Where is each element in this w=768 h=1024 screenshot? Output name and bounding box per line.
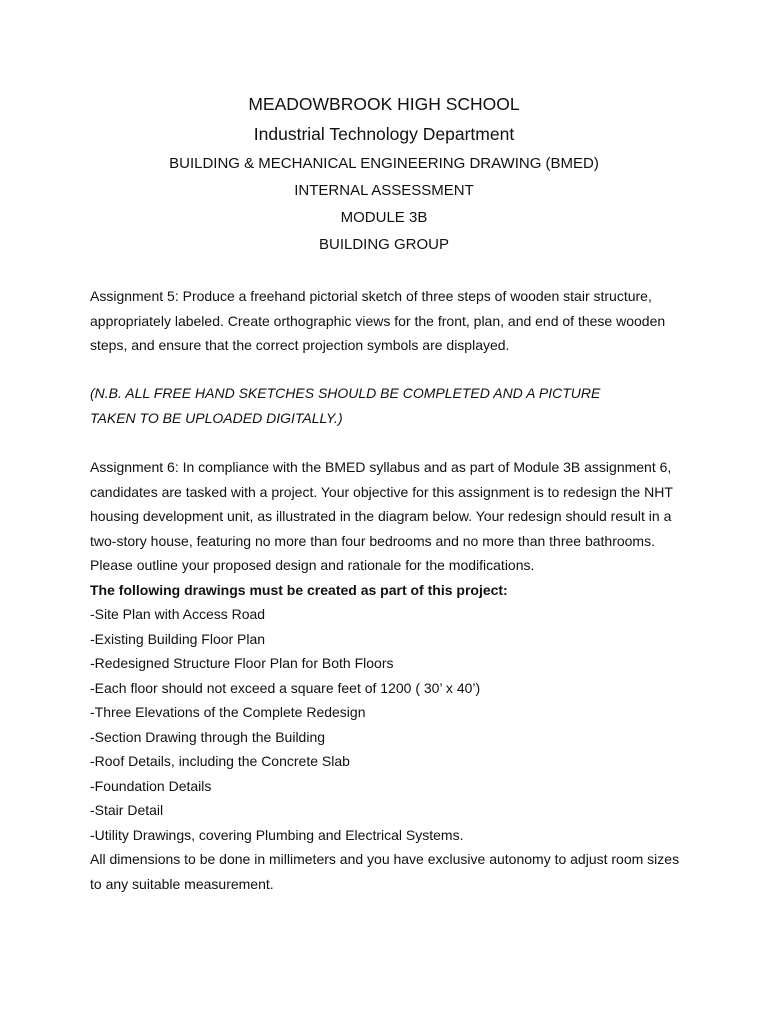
drawing-list-item: -Section Drawing through the Building	[90, 728, 326, 745]
assignment-6-line: candidates are tasked with a project. Your objective for this assignment is to redesign the NHT	[90, 483, 673, 500]
school-name: MEADOWBROOK HIGH SCHOOL	[248, 94, 520, 114]
assignment-6-line: Assignment 6: In compliance with the BMED syllabus and as part of Module 3B assignment 6,	[90, 459, 672, 475]
note-paragraph	[90, 381, 690, 430]
note-line: (N.B. ALL FREE HAND SKETCHES SHOULD BE COMPLETED AND A PICTURE	[90, 385, 601, 401]
department-name: Industrial Technology Department	[253, 124, 515, 144]
note-line: TAKEN TO BE UPLOADED DIGITALLY.)	[90, 409, 343, 426]
assignment-6-line: Please outline your proposed design and rationale for the modifications.	[90, 557, 535, 573]
drawing-list-item: -Foundation Details	[90, 777, 212, 794]
drawing-list-item: -Utility Drawings, covering Plumbing and Electrical Systems.	[90, 826, 464, 843]
assignment-5-paragraph	[90, 284, 690, 358]
assignment-5-line: appropriately labeled. Create orthographic views for the front, plan, and end of these wooden	[90, 312, 666, 329]
drawing-list-item: -Redesigned Structure Floor Plan for Both Floors	[90, 655, 394, 671]
drawing-list-item: -Existing Building Floor Plan	[90, 630, 266, 647]
closing-line: to any suitable measurement.	[90, 875, 274, 892]
assignment-6-section	[90, 455, 690, 896]
assessment-title: INTERNAL ASSESSMENT	[294, 182, 474, 199]
assignment-6-line: two-story house, featuring no more than four bedrooms and no more than three bathrooms.	[90, 532, 655, 549]
drawing-list-item: -Roof Details, including the Concrete Slab	[90, 753, 350, 769]
drawing-list-item: -Site Plan with Access Road	[90, 606, 266, 622]
group-title: BUILDING GROUP	[318, 236, 450, 253]
drawing-list-item: -Each floor should not exceed a square feet of 1200 ( 30’ x 40’)	[90, 679, 481, 696]
assignment-6-line: housing development unit, as illustrated in the diagram below. Your redesign should result in a	[90, 508, 672, 524]
assignment-5-line: Assignment 5: Produce a freehand pictorial sketch of three steps of wooden stair structure,	[90, 288, 652, 304]
drawings-heading: The following drawings must be created as part of this project:	[90, 581, 508, 598]
drawing-list-item: -Three Elevations of the Complete Redesign	[90, 704, 366, 720]
course-title: BUILDING & MECHANICAL ENGINEERING DRAWING (BMED)	[169, 155, 599, 172]
drawing-list-item: -Stair Detail	[90, 802, 164, 818]
module-title: MODULE 3B	[340, 209, 428, 226]
assignment-5-line: steps, and ensure that the correct projection symbols are displayed.	[90, 337, 510, 353]
closing-line: All dimensions to be done in millimeters and you have exclusive autonomy to adjust room sizes	[90, 851, 680, 867]
